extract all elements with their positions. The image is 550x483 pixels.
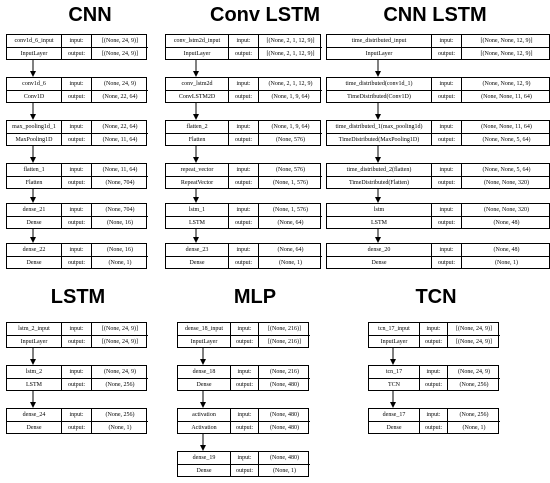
layer-type: InputLayer (7, 335, 61, 347)
layer-type: InputLayer (369, 335, 419, 347)
input-label: input: (61, 204, 91, 216)
output-label: output: (61, 421, 91, 433)
output-label: output: (61, 216, 91, 228)
input-shape: (None, 22, 64) (91, 121, 148, 133)
layer-node (177, 451, 309, 477)
layer-node (165, 120, 321, 146)
input-label: input: (431, 204, 461, 216)
layer-name: time_distributed(conv1d_1) (345, 81, 413, 87)
diagram-title: LSTM (50, 286, 106, 308)
diagram-title: CNN LSTM (383, 4, 487, 26)
input-label: input: (431, 164, 461, 176)
input-label: input: (61, 121, 91, 133)
input-shape: (None, None, 11, 64) (461, 121, 550, 133)
layer-node (6, 34, 147, 60)
input-label: input: (230, 366, 258, 378)
output-label: output: (230, 421, 258, 433)
layer-node (326, 77, 550, 103)
output-shape: (None, 1) (258, 256, 322, 268)
input-label: input: (61, 323, 91, 335)
output-shape: (None, 1, 576) (258, 176, 322, 188)
output-shape: [(None, 2, 1, 12, 9)] (258, 47, 322, 59)
layer-node (177, 365, 309, 391)
output-shape: (None, 480) (258, 421, 310, 433)
layer-type: Dense (7, 216, 61, 228)
layer-node (165, 34, 321, 60)
layer-type: InputLayer (178, 335, 230, 347)
output-label: output: (61, 90, 91, 102)
layer-type: Dense (178, 464, 230, 476)
input-label: input: (61, 164, 91, 176)
layer-node (326, 163, 550, 189)
layer-name: max_pooling1d_1 (12, 124, 56, 130)
layer-name: dense_17 (382, 412, 406, 418)
input-shape: (None, 256) (91, 409, 148, 421)
output-shape: (None, 480) (258, 378, 310, 390)
layer-type: Dense (327, 256, 431, 268)
diagram-title: TCN (415, 286, 457, 308)
output-shape: [(None, 24, 9)] (91, 335, 148, 347)
layer-name: dense_20 (367, 247, 391, 253)
output-shape: (None, 256) (91, 378, 148, 390)
layer-type: TimeDistributed(Flatten) (327, 176, 431, 188)
output-label: output: (61, 133, 91, 145)
input-shape: [(None, 24, 9)] (447, 323, 500, 335)
layer-type: LSTM (327, 216, 431, 228)
diagram-title: Conv LSTM (210, 4, 320, 26)
input-label: input: (228, 244, 258, 256)
output-label: output: (230, 378, 258, 390)
input-label: input: (419, 366, 447, 378)
layer-node (6, 365, 147, 391)
input-shape: (None, 24, 9) (91, 78, 148, 90)
layer-name: flatten_1 (23, 167, 45, 173)
layer-node (368, 365, 499, 391)
layer-name: conv1d_6 (22, 81, 46, 87)
layer-name: lstm_1 (188, 207, 206, 213)
output-shape: (None, 11, 64) (91, 133, 148, 145)
layer-name: flatten_2 (186, 124, 208, 130)
layer-name: dense_18 (192, 369, 216, 375)
output-shape: (None, 1) (258, 464, 310, 476)
layer-node (6, 408, 147, 434)
output-label: output: (228, 47, 258, 59)
input-shape: (None, 24, 9) (447, 366, 500, 378)
input-shape: (None, 16) (91, 244, 148, 256)
input-shape: (None, 2, 1, 12, 9) (258, 78, 322, 90)
output-shape: (None, 256) (447, 378, 500, 390)
layer-name: conv_lstm2d (181, 81, 213, 87)
layer-type: LSTM (166, 216, 228, 228)
output-shape: (None, None, 11, 64) (461, 90, 550, 102)
input-label: input: (61, 409, 91, 421)
layer-node (6, 203, 147, 229)
input-label: input: (61, 366, 91, 378)
output-label: output: (431, 47, 461, 59)
input-label: input: (61, 244, 91, 256)
layer-name: dense_18_input (185, 326, 223, 332)
output-label: output: (228, 176, 258, 188)
layer-node (165, 243, 321, 269)
layer-type: Flatten (166, 133, 228, 145)
input-shape: [(None, 24, 9)] (91, 35, 148, 47)
input-shape: (None, 480) (258, 452, 310, 464)
output-label: output: (431, 256, 461, 268)
input-shape: (None, 64) (258, 244, 322, 256)
layer-name: dense_23 (185, 247, 209, 253)
layer-node (6, 120, 147, 146)
input-label: input: (431, 244, 461, 256)
layer-type: TCN (369, 378, 419, 390)
layer-name: lstm (373, 207, 385, 213)
input-shape: (None, 1, 9, 64) (258, 121, 322, 133)
output-shape: (None, 22, 64) (91, 90, 148, 102)
output-label: output: (230, 464, 258, 476)
output-label: output: (431, 133, 461, 145)
layer-type: Activation (178, 421, 230, 433)
layer-name: time_distributed_input (351, 38, 407, 44)
layer-name: activation (192, 412, 216, 418)
input-shape: (None, None, 5, 64) (461, 164, 550, 176)
layer-type: Dense (178, 378, 230, 390)
layer-name: conv_lstm2d_input (173, 38, 221, 44)
layer-node (6, 163, 147, 189)
layer-node (165, 77, 321, 103)
layer-name: time_distributed_1(max_pooling1d) (335, 124, 423, 130)
layer-type: Flatten (7, 176, 61, 188)
input-label: input: (228, 204, 258, 216)
output-shape: [(None, 24, 9)] (91, 47, 148, 59)
layer-type: InputLayer (327, 47, 431, 59)
output-shape: (None, 1, 9, 64) (258, 90, 322, 102)
layer-type: Dense (369, 421, 419, 433)
output-label: output: (61, 47, 91, 59)
layer-type: Dense (166, 256, 228, 268)
layer-node (326, 203, 550, 229)
output-label: output: (431, 216, 461, 228)
input-label: input: (61, 35, 91, 47)
input-label: input: (230, 452, 258, 464)
input-shape: (None, 576) (258, 164, 322, 176)
layer-node (326, 243, 550, 269)
output-label: output: (61, 256, 91, 268)
input-shape: (None, 48) (461, 244, 550, 256)
layer-type: RepeatVector (166, 176, 228, 188)
diagram-title: MLP (233, 286, 277, 308)
layer-name: lstm_2 (25, 369, 43, 375)
output-label: output: (61, 378, 91, 390)
output-shape: (None, 1) (91, 421, 148, 433)
output-shape: (None, 16) (91, 216, 148, 228)
output-shape: (None, 576) (258, 133, 322, 145)
output-label: output: (228, 216, 258, 228)
output-label: output: (61, 335, 91, 347)
input-shape: (None, None, 12, 9) (461, 78, 550, 90)
input-shape: (None, 11, 64) (91, 164, 148, 176)
layer-node (368, 408, 499, 434)
input-shape: (None, None, 320) (461, 204, 550, 216)
layer-node (6, 77, 147, 103)
layer-type: Conv1D (7, 90, 61, 102)
output-shape: [(None, 216)] (258, 335, 310, 347)
output-label: output: (431, 90, 461, 102)
layer-node (326, 120, 550, 146)
output-shape: [(None, None, 12, 9)] (461, 47, 550, 59)
layer-name: tcn_17 (385, 369, 403, 375)
layer-name: dense_19 (192, 455, 216, 461)
output-label: output: (228, 256, 258, 268)
output-shape: (None, 1) (461, 256, 550, 268)
diagram-title: CNN (68, 4, 112, 26)
layer-name: conv1d_6_input (14, 38, 54, 44)
output-shape: (None, None, 5, 64) (461, 133, 550, 145)
output-label: output: (419, 378, 447, 390)
input-shape: [(None, 24, 9)] (91, 323, 148, 335)
input-label: input: (61, 78, 91, 90)
layer-name: dense_22 (22, 247, 46, 253)
layer-name: dense_24 (22, 412, 46, 418)
input-label: input: (228, 78, 258, 90)
output-label: output: (61, 176, 91, 188)
input-shape: [(None, 216)] (258, 323, 310, 335)
input-label: input: (419, 409, 447, 421)
layer-type: LSTM (7, 378, 61, 390)
output-label: output: (431, 176, 461, 188)
layer-name: dense_21 (22, 207, 46, 213)
output-shape: (None, None, 320) (461, 176, 550, 188)
layer-type: TimeDistributed(MaxPooling1D) (327, 133, 431, 145)
output-shape: (None, 1) (447, 421, 500, 433)
input-shape: (None, 704) (91, 204, 148, 216)
output-label: output: (419, 335, 447, 347)
layer-type: TimeDistributed(Conv1D) (327, 90, 431, 102)
layer-type: InputLayer (166, 47, 228, 59)
output-shape: (None, 48) (461, 216, 550, 228)
output-label: output: (419, 421, 447, 433)
layer-name: lstm_2_input (18, 326, 50, 332)
layer-type: Dense (7, 421, 61, 433)
input-label: input: (431, 121, 461, 133)
input-label: input: (228, 121, 258, 133)
layer-node (177, 408, 309, 434)
input-label: input: (230, 323, 258, 335)
layer-node (368, 322, 499, 348)
input-label: input: (228, 35, 258, 47)
input-label: input: (431, 35, 461, 47)
input-shape: [(None, 2, 1, 12, 9)] (258, 35, 322, 47)
layer-name: time_distributed_2(flatten) (346, 167, 412, 173)
layer-type: ConvLSTM2D (166, 90, 228, 102)
output-shape: (None, 1) (91, 256, 148, 268)
layer-type: MaxPooling1D (7, 133, 61, 145)
output-label: output: (228, 133, 258, 145)
input-shape: [(None, None, 12, 9)] (461, 35, 550, 47)
input-shape: (None, 216) (258, 366, 310, 378)
output-shape: (None, 64) (258, 216, 322, 228)
layer-node (6, 243, 147, 269)
layer-node (165, 163, 321, 189)
input-shape: (None, 480) (258, 409, 310, 421)
input-label: input: (230, 409, 258, 421)
layer-type: Dense (7, 256, 61, 268)
layer-node (165, 203, 321, 229)
layer-type: InputLayer (7, 47, 61, 59)
layer-name: tcn_17_input (378, 326, 410, 332)
input-shape: (None, 24, 9) (91, 366, 148, 378)
input-shape: (None, 256) (447, 409, 500, 421)
layer-node (326, 34, 550, 60)
output-label: output: (228, 90, 258, 102)
input-label: input: (228, 164, 258, 176)
layer-name: repeat_vector (180, 167, 214, 173)
output-shape: [(None, 24, 9)] (447, 335, 500, 347)
output-label: output: (230, 335, 258, 347)
layer-node (6, 322, 147, 348)
input-shape: (None, 1, 576) (258, 204, 322, 216)
input-label: input: (419, 323, 447, 335)
layer-node (177, 322, 309, 348)
input-label: input: (431, 78, 461, 90)
output-shape: (None, 704) (91, 176, 148, 188)
